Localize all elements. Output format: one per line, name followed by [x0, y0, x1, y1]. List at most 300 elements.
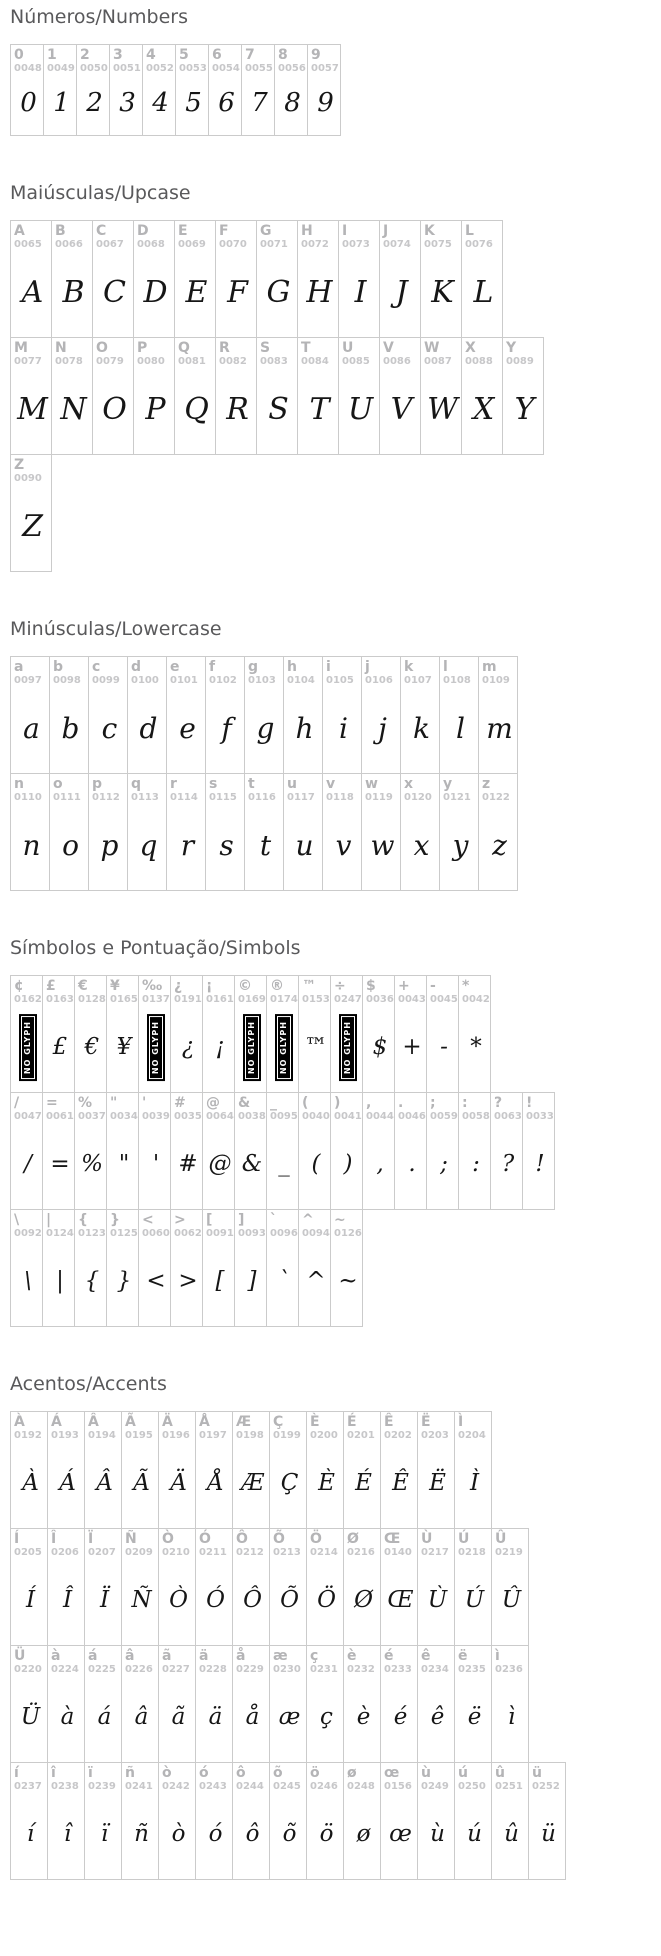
cell-character-label: #: [174, 1095, 186, 1111]
cell-character-label: S: [260, 340, 271, 356]
glyph-preview: |: [56, 1268, 64, 1295]
glyph-preview: B: [62, 274, 85, 310]
cell-character-label: Á: [51, 1414, 62, 1430]
glyph-preview: (: [311, 1151, 321, 1178]
cell-character-label: à: [51, 1648, 61, 1664]
glyph-preview: Ø: [354, 1587, 373, 1614]
cell-unicode-code: 0237: [14, 1781, 42, 1793]
glyph-preview: ö: [319, 1821, 334, 1848]
glyph-preview: 8: [284, 88, 301, 119]
cell-character-label: ¿: [174, 978, 183, 994]
glyph-preview: P: [145, 391, 166, 427]
cell-unicode-code: 0192: [14, 1430, 42, 1442]
glyph-preview: Œ: [387, 1587, 414, 1614]
cell-unicode-code: 0068: [137, 239, 165, 251]
glyph-preview: p: [100, 828, 119, 862]
glyph-preview: ?: [501, 1151, 515, 1178]
glyph-cell: [106, 975, 139, 1093]
cell-unicode-code: 0055: [245, 63, 273, 75]
cell-unicode-code: 0214: [310, 1547, 338, 1559]
cell-unicode-code: 0044: [366, 1111, 394, 1123]
cell-unicode-code: 0119: [365, 792, 393, 804]
glyph-cell: [10, 656, 50, 774]
glyph-cell: [166, 773, 206, 891]
cell-unicode-code: 0072: [301, 239, 329, 251]
section-uppercase: [10, 182, 661, 572]
glyph-preview: $: [372, 1034, 388, 1061]
cell-unicode-code: 0249: [421, 1781, 449, 1793]
glyph-cell: [426, 975, 459, 1093]
glyph-preview: s: [219, 828, 234, 862]
cell-unicode-code: 0115: [209, 792, 237, 804]
cell-character-label: =: [46, 1095, 58, 1111]
cell-unicode-code: 0216: [347, 1547, 375, 1559]
glyph-cell: [208, 44, 242, 136]
cell-unicode-code: 0126: [334, 1228, 362, 1240]
cell-character-label: u: [287, 776, 297, 792]
cell-character-label: ~: [334, 1212, 346, 1228]
cell-character-label: f: [209, 659, 216, 675]
cell-unicode-code: 0123: [78, 1228, 106, 1240]
glyph-cell: [138, 1209, 171, 1327]
glyph-cell: [158, 1645, 196, 1763]
cell-character-label: V: [383, 340, 394, 356]
glyph-preview: >: [178, 1268, 198, 1295]
glyph-preview: Ñ: [131, 1587, 152, 1614]
glyph-cell: [380, 1645, 418, 1763]
glyph-preview: ú: [467, 1821, 482, 1848]
glyph-cell: [88, 773, 128, 891]
cell-unicode-code: 0235: [458, 1664, 486, 1676]
glyph-preview: J: [395, 274, 408, 310]
cell-character-label: I: [342, 223, 348, 239]
cell-character-label: ,: [366, 1095, 372, 1111]
glyph-cell: [322, 656, 362, 774]
glyph-row: [10, 337, 661, 455]
glyph-preview: Û: [501, 1587, 522, 1614]
cell-character-label: Ú: [458, 1531, 470, 1547]
section-title-numbers: Números/Numbers: [10, 6, 188, 28]
cell-unicode-code: 0212: [236, 1547, 264, 1559]
cell-character-label: }: [110, 1212, 120, 1228]
glyph-preview: .: [408, 1151, 416, 1178]
cell-character-label: ø: [347, 1765, 357, 1781]
glyph-preview: ¥: [116, 1034, 132, 1061]
cell-unicode-code: 0069: [178, 239, 206, 251]
cell-character-label: l: [443, 659, 448, 675]
glyph-preview: <: [146, 1268, 166, 1295]
cell-character-label: >: [174, 1212, 186, 1228]
glyph-cell: [380, 1762, 418, 1880]
glyph-cell: [400, 773, 440, 891]
glyph-cell: [297, 337, 339, 455]
cell-character-label: ü: [532, 1765, 542, 1781]
glyph-preview: X: [472, 391, 495, 427]
glyph-preview: á: [97, 1704, 112, 1731]
cell-character-label: Ë: [421, 1414, 431, 1430]
glyph-preview: ä: [208, 1704, 223, 1731]
glyph-cell: [478, 656, 518, 774]
glyph-preview: {: [84, 1268, 100, 1295]
cell-unicode-code: 0220: [14, 1664, 42, 1676]
glyph-preview: Ì: [469, 1470, 480, 1497]
cell-unicode-code: 0250: [458, 1781, 486, 1793]
glyph-cell: [266, 1092, 299, 1210]
glyph-cell: [417, 1762, 455, 1880]
glyph-cell: [10, 337, 52, 455]
glyph-cell: [420, 220, 462, 338]
glyph-preview: o: [62, 828, 79, 862]
glyph-preview: D: [143, 274, 168, 310]
cell-unicode-code: 0081: [178, 356, 206, 368]
glyph-cell: [84, 1645, 122, 1763]
glyph-cell: [269, 1762, 307, 1880]
glyph-cell: [478, 773, 518, 891]
cell-character-label: P: [137, 340, 148, 356]
glyph-preview: É: [355, 1470, 372, 1497]
cell-unicode-code: 0093: [238, 1228, 266, 1240]
cell-unicode-code: 0232: [347, 1664, 375, 1676]
glyph-preview: R: [226, 391, 249, 427]
glyph-cell: [202, 1092, 235, 1210]
glyph-cell: [491, 1528, 529, 1646]
cell-character-label: p: [92, 776, 103, 792]
glyph-cell: [49, 773, 89, 891]
cell-unicode-code: 0047: [14, 1111, 42, 1123]
cell-character-label: d: [131, 659, 142, 675]
cell-unicode-code: 0061: [46, 1111, 74, 1123]
glyph-cell: [158, 1411, 196, 1529]
glyph-table-lowercase: [10, 656, 661, 891]
cell-unicode-code: 0246: [310, 1781, 338, 1793]
glyph-cell: [10, 1209, 43, 1327]
cell-unicode-code: 0110: [14, 792, 42, 804]
glyph-preview: ]: [247, 1268, 257, 1295]
glyph-cell: [10, 1411, 48, 1529]
cell-character-label: ;: [430, 1095, 436, 1111]
glyph-preview: z: [492, 828, 507, 862]
cell-character-label: %: [78, 1095, 93, 1111]
cell-character-label: €: [78, 978, 88, 994]
cell-unicode-code: 0037: [78, 1111, 106, 1123]
glyph-table-uppercase: [10, 220, 661, 572]
glyph-preview: ì: [507, 1704, 516, 1731]
glyph-preview: í: [26, 1821, 35, 1848]
glyph-cell: [244, 773, 284, 891]
cell-character-label: ‰: [142, 978, 163, 994]
cell-character-label: 5: [179, 47, 189, 63]
glyph-cell: [84, 1528, 122, 1646]
glyph-cell: [47, 1762, 85, 1880]
glyph-preview: u: [295, 828, 314, 862]
glyph-preview: Æ: [240, 1470, 265, 1497]
glyph-preview: #: [178, 1151, 198, 1178]
cell-unicode-code: 0243: [199, 1781, 227, 1793]
cell-character-label: å: [236, 1648, 246, 1664]
cell-unicode-code: 0191: [174, 994, 202, 1006]
glyph-cell: [138, 975, 171, 1093]
glyph-cell: [202, 1209, 235, 1327]
cell-unicode-code: 0052: [146, 63, 174, 75]
glyph-preview: ™: [304, 1034, 328, 1061]
cell-character-label: ©: [238, 978, 252, 994]
cell-unicode-code: 0228: [199, 1664, 227, 1676]
cell-character-label: &: [238, 1095, 251, 1111]
glyph-table-numbers: [10, 44, 661, 136]
glyph-cell: [74, 1209, 107, 1327]
cell-character-label: ó: [199, 1765, 209, 1781]
cell-unicode-code: 0112: [92, 792, 120, 804]
cell-unicode-code: 0236: [495, 1664, 523, 1676]
glyph-cell: [241, 44, 275, 136]
cell-unicode-code: 0041: [334, 1111, 362, 1123]
cell-unicode-code: 0244: [236, 1781, 264, 1793]
glyph-cell: [330, 1209, 363, 1327]
font-character-map: [10, 6, 661, 1880]
glyph-preview-empty: [270, 1007, 298, 1084]
cell-character-label: Î: [51, 1531, 57, 1547]
cell-unicode-code: 0056: [278, 63, 306, 75]
glyph-preview: *: [470, 1034, 482, 1061]
glyph-preview: U: [347, 391, 374, 427]
cell-character-label: i: [326, 659, 331, 675]
cell-unicode-code: 0045: [430, 994, 458, 1006]
glyph-preview: x: [413, 828, 430, 862]
cell-character-label: Œ: [384, 1531, 401, 1547]
cell-unicode-code: 0104: [287, 675, 315, 687]
cell-character-label: U: [342, 340, 354, 356]
cell-unicode-code: 0251: [495, 1781, 523, 1793]
glyph-cell: [361, 656, 401, 774]
glyph-cell: [380, 1411, 418, 1529]
cell-unicode-code: 0224: [51, 1664, 79, 1676]
glyph-cell: [142, 44, 176, 136]
cell-character-label: G: [260, 223, 272, 239]
cell-character-label: `: [270, 1212, 277, 1228]
glyph-preview: a: [23, 711, 40, 745]
cell-unicode-code: 0122: [482, 792, 510, 804]
cell-character-label: K: [424, 223, 435, 239]
glyph-preview: !: [535, 1151, 545, 1178]
glyph-cell: [400, 656, 440, 774]
glyph-cell: [133, 220, 175, 338]
cell-character-label: õ: [273, 1765, 283, 1781]
cell-unicode-code: 0103: [248, 675, 276, 687]
cell-unicode-code: 0229: [236, 1664, 264, 1676]
glyph-preview: &: [241, 1151, 263, 1178]
glyph-cell: [170, 975, 203, 1093]
cell-unicode-code: 0125: [110, 1228, 138, 1240]
glyph-preview: ò: [171, 1821, 186, 1848]
cell-unicode-code: 0099: [92, 675, 120, 687]
cell-character-label: 2: [80, 47, 90, 63]
section-title-uppercase: Maiúsculas/Upcase: [10, 182, 191, 204]
cell-character-label: æ: [273, 1648, 288, 1664]
cell-unicode-code: 0245: [273, 1781, 301, 1793]
glyph-preview: 1: [53, 88, 70, 119]
glyph-preview: Z: [22, 508, 43, 544]
cell-unicode-code: 0106: [365, 675, 393, 687]
glyph-preview: à: [60, 1704, 75, 1731]
glyph-preview: e: [179, 711, 196, 745]
cell-unicode-code: 0083: [260, 356, 288, 368]
glyph-preview: Ê: [392, 1470, 409, 1497]
glyph-preview: Ü: [20, 1704, 41, 1731]
cell-character-label: 7: [245, 47, 255, 63]
cell-unicode-code: 0239: [88, 1781, 116, 1793]
cell-character-label: z: [482, 776, 491, 792]
glyph-cell: [47, 1645, 85, 1763]
cell-unicode-code: 0137: [142, 994, 170, 1006]
glyph-row: [10, 454, 661, 572]
glyph-cell: [170, 1209, 203, 1327]
glyph-cell: [10, 773, 50, 891]
glyph-preview: 0: [20, 88, 37, 119]
glyph-cell: [202, 975, 235, 1093]
cell-unicode-code: 0080: [137, 356, 165, 368]
glyph-preview: E: [185, 274, 208, 310]
glyph-preview: V: [390, 391, 413, 427]
glyph-cell: [528, 1762, 566, 1880]
glyph-cell: [394, 975, 427, 1093]
glyph-cell: [502, 337, 544, 455]
cell-unicode-code: 0073: [342, 239, 370, 251]
cell-character-label: ú: [458, 1765, 468, 1781]
cell-character-label: x: [404, 776, 414, 792]
cell-unicode-code: 0060: [142, 1228, 170, 1240]
glyph-cell: [49, 656, 89, 774]
glyph-cell: [205, 773, 245, 891]
cell-character-label: w: [365, 776, 378, 792]
cell-character-label: û: [495, 1765, 505, 1781]
cell-character-label: Æ: [236, 1414, 252, 1430]
glyph-cell: [256, 220, 298, 338]
glyph-preview: \: [24, 1268, 32, 1295]
cell-unicode-code: 0204: [458, 1430, 486, 1442]
glyph-preview: +: [402, 1034, 422, 1061]
glyph-cell: [458, 1092, 491, 1210]
cell-character-label: é: [384, 1648, 394, 1664]
glyph-cell: [10, 220, 52, 338]
glyph-preview: È: [318, 1470, 335, 1497]
glyph-preview: 9: [317, 88, 334, 119]
glyph-cell: [195, 1528, 233, 1646]
cell-character-label: .: [398, 1095, 404, 1111]
cell-character-label: +: [398, 978, 410, 994]
glyph-preview: À: [22, 1470, 39, 1497]
glyph-preview: ù: [430, 1821, 445, 1848]
glyph-cell: [417, 1645, 455, 1763]
cell-unicode-code: 0242: [162, 1781, 190, 1793]
glyph-cell: [92, 337, 134, 455]
glyph-preview: G: [266, 274, 291, 310]
cell-character-label: ô: [236, 1765, 246, 1781]
glyph-preview: Å: [207, 1470, 224, 1497]
glyph-cell: [232, 1411, 270, 1529]
cell-character-label: á: [88, 1648, 98, 1664]
cell-character-label: 4: [146, 47, 156, 63]
cell-unicode-code: 0086: [383, 356, 411, 368]
cell-character-label: ä: [199, 1648, 209, 1664]
glyph-cell: [244, 656, 284, 774]
glyph-preview: ñ: [134, 1821, 149, 1848]
cell-unicode-code: 0230: [273, 1664, 301, 1676]
glyph-cell: [10, 454, 52, 572]
cell-character-label: î: [51, 1765, 56, 1781]
glyph-preview: W: [427, 391, 458, 427]
glyph-preview: Î: [62, 1587, 73, 1614]
glyph-cell: [307, 44, 341, 136]
glyph-preview: å: [245, 1704, 260, 1731]
glyph-row: [10, 1528, 661, 1646]
glyph-cell: [458, 975, 491, 1093]
glyph-preview: Y: [514, 391, 535, 427]
section-title-accents: Acentos/Accents: [10, 1373, 167, 1395]
cell-character-label: 0: [14, 47, 24, 63]
glyph-preview: L: [473, 274, 494, 310]
cell-character-label: -: [430, 978, 436, 994]
glyph-cell: [379, 220, 421, 338]
cell-character-label: {: [78, 1212, 88, 1228]
section-accents: [10, 1373, 661, 1880]
cell-character-label: ì: [495, 1648, 500, 1664]
glyph-preview: O: [102, 391, 127, 427]
cell-unicode-code: 0107: [404, 675, 432, 687]
glyph-cell: [43, 44, 77, 136]
cell-character-label: D: [137, 223, 149, 239]
cell-unicode-code: 0213: [273, 1547, 301, 1559]
glyph-cell: [298, 1092, 331, 1210]
glyph-preview: û: [504, 1821, 519, 1848]
cell-character-label: ñ: [125, 1765, 135, 1781]
glyph-cell: [158, 1528, 196, 1646]
glyph-cell: [74, 1092, 107, 1210]
cell-unicode-code: 0062: [174, 1228, 202, 1240]
cell-unicode-code: 0209: [125, 1547, 153, 1559]
glyph-cell: [166, 656, 206, 774]
cell-character-label: _: [270, 1095, 277, 1111]
cell-unicode-code: 0121: [443, 792, 471, 804]
cell-unicode-code: 0117: [287, 792, 315, 804]
cell-character-label: H: [301, 223, 313, 239]
glyph-row: [10, 773, 661, 891]
cell-unicode-code: 0077: [14, 356, 42, 368]
glyph-preview: h: [295, 711, 314, 745]
cell-unicode-code: 0206: [51, 1547, 79, 1559]
cell-character-label: ¥: [110, 978, 120, 994]
glyph-cell: [232, 1645, 270, 1763]
glyph-preview: Õ: [280, 1587, 299, 1614]
cell-character-label: r: [170, 776, 177, 792]
cell-character-label: s: [209, 776, 218, 792]
glyph-cell: [491, 1762, 529, 1880]
glyph-preview: Ô: [243, 1587, 262, 1614]
cell-unicode-code: 0203: [421, 1430, 449, 1442]
glyph-cell: [297, 220, 339, 338]
glyph-preview: ¡: [215, 1034, 225, 1061]
glyph-preview: ë: [467, 1704, 482, 1731]
cell-character-label: g: [248, 659, 259, 675]
glyph-cell: [269, 1645, 307, 1763]
cell-character-label: 1: [47, 47, 57, 63]
glyph-preview: n: [22, 828, 41, 862]
cell-unicode-code: 0248: [347, 1781, 375, 1793]
cell-unicode-code: 0163: [46, 994, 74, 1006]
glyph-cell: [380, 1528, 418, 1646]
glyph-row: [10, 1092, 661, 1210]
cell-unicode-code: 0161: [206, 994, 234, 1006]
glyph-preview: f: [221, 711, 232, 745]
